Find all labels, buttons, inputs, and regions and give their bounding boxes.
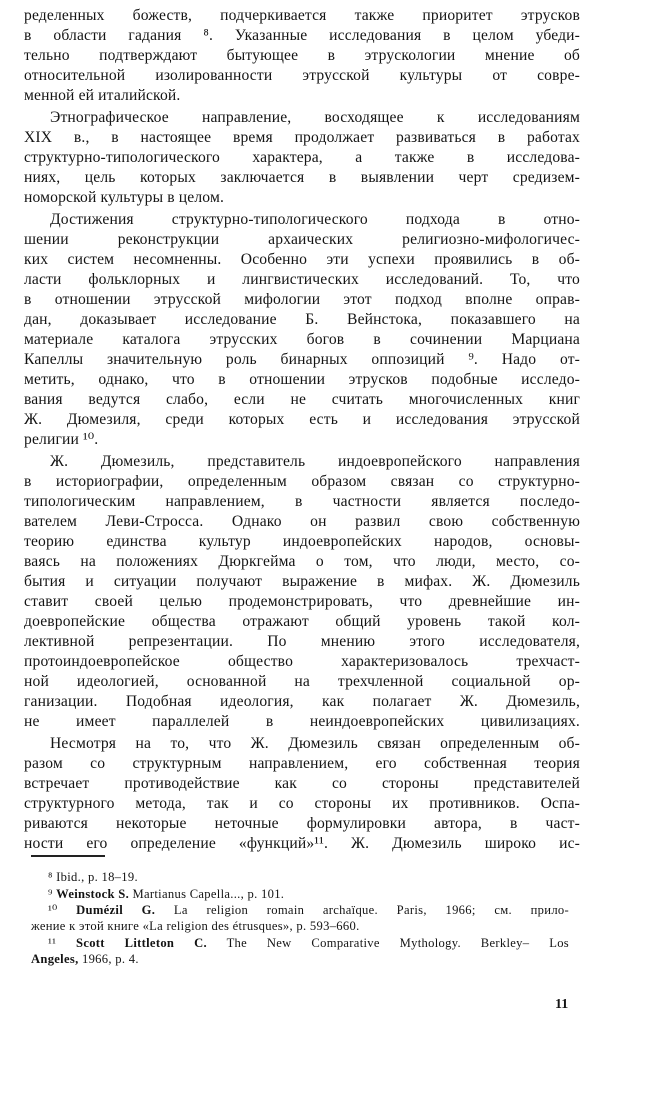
body-line: ности его определение «функций»¹¹. Ж. Дюмезиль широко ис- — [24, 835, 580, 852]
body-line: шении реконструкции архаических религиозно-мифологичес- — [24, 231, 580, 248]
body-line: лективной репрезентации. По мнению этого исследователя, — [24, 633, 580, 650]
body-line: Несмотря на то, что Ж. Дюмезиль связан определенным об- — [50, 735, 580, 752]
body-line: Достижения структурно-типологического подхода в отно- — [50, 211, 580, 228]
footnote-text: La religion romain archaïque. Paris, 1966; см. прило- — [173, 903, 569, 917]
body-line: разом со структурным направлением, его собственная теория — [24, 755, 580, 772]
footnote-author: Weinstock S. — [56, 887, 130, 901]
body-line: ределенных божеств, подчеркивается также приоритет этрусков — [24, 7, 580, 24]
footnote-number: ¹⁰ — [48, 903, 58, 917]
body-line: Ж. Дюмезиль, представитель индоевропейского направления — [50, 453, 580, 470]
footnote-10-continued — [31, 918, 360, 934]
body-line: материале каталога этрусских богов в сочинении Марциана — [24, 331, 580, 348]
body-line: бытия и ситуации получают выражение в мифах. Ж. Дюмезиль — [24, 573, 580, 590]
body-line: типологическим направлением, в частности является последо- — [24, 493, 580, 510]
body-line: вателем Леви-Строcса. Однако он развил свою собственную — [24, 513, 580, 530]
body-line: Ж. Дюмезиля, среди которых есть и исследования этрусской — [24, 411, 580, 428]
body-line: вания ведутся слабо, если не считать многочисленных книг — [24, 391, 580, 408]
footnote-rule — [31, 855, 105, 857]
body-line: протоиндоевропейское общество характеризовалось трехчаст- — [24, 653, 580, 670]
body-line: структурного метода, так и со стороны их противников. Оспа- — [24, 795, 580, 812]
body-line: ной идеологией, основанной на трехчленной социальной ор- — [24, 673, 580, 690]
body-line: в области гадания ⁸. Указанные исследования в целом убеди- — [24, 27, 580, 44]
body-line: XIX в., в настоящее время продолжает развиваться в работах — [24, 129, 580, 146]
body-line: менной ей италийской. — [24, 87, 181, 104]
footnote-8 — [48, 869, 138, 885]
footnote-text: жение к этой книге «La religion des étrusques», p. 593–660. — [31, 919, 360, 933]
body-line: ставит своей целью продемонстрировать, что древнейшие ин- — [24, 593, 580, 610]
body-line: Капеллы значительную роль бинарных оппозиций ⁹. Надо от- — [24, 351, 580, 368]
body-line: метить, однако, что в отношении этрусков подобные исследо- — [24, 371, 580, 388]
body-line: ваясь на положениях Дюркгейма о том, что люди, место, со- — [24, 553, 580, 570]
footnote-11-continued — [31, 951, 139, 967]
body-line: риваются некоторые неточные формулировки автора, в част- — [24, 815, 580, 832]
footnote-text: Ibid., p. 18–19. — [56, 870, 138, 884]
footnote-number: ¹¹ — [48, 936, 57, 950]
footnote-number: ⁸ — [48, 870, 53, 884]
footnote-author: Scott Littleton C. — [76, 936, 207, 950]
body-line: теорию единства культур индоевропейских народов, основы- — [24, 533, 580, 550]
body-line: не имеет параллелей в неиндоевропейских цивилизациях. — [24, 713, 580, 730]
body-line: ниях, цель которых заключается в выявлении черт средизем- — [24, 169, 580, 186]
footnote-text: 1966, p. 4. — [81, 952, 139, 966]
footnote-text: Martianus Capella..., p. 101. — [132, 887, 285, 901]
footnote-9 — [48, 886, 284, 902]
body-line: дан, доказывает исследование Б. Вейнстока, показавшего на — [24, 311, 580, 328]
body-line: ких систем несомненны. Особенно эти успехи проявились в об- — [24, 251, 580, 268]
body-line: тельно подтверждают бытующее в этрускологии мнение об — [24, 47, 580, 64]
body-line: структурно-типологического характера, а также в исследова- — [24, 149, 580, 166]
body-line: в историографии, определенным образом связан со структурно- — [24, 473, 580, 490]
body-line: встречает противодействие как со стороны представителей — [24, 775, 580, 792]
body-line: доевропейские общества отражают общий уровень такой кол- — [24, 613, 580, 630]
footnote-text: The New Comparative Mythology. Berkley– Los — [226, 936, 569, 950]
body-line: ганизации. Подобная идеология, как полагает Ж. Дюмезиль, — [24, 693, 580, 710]
page-number: 11 — [555, 997, 569, 1012]
body-line: номорской культуры в целом. — [24, 189, 225, 206]
footnote-10 — [48, 902, 569, 918]
body-line: ласти фольклорных и лингвистических исследований. То, что — [24, 271, 580, 288]
body-line: Этнографическое направление, восходящее к исследованиям — [50, 109, 580, 126]
footnote-text-bold: Angeles, — [31, 952, 79, 966]
footnote-author: Dumézil G. — [76, 903, 156, 917]
body-line: религии ¹⁰. — [24, 431, 99, 448]
body-line: в отношении этрусской мифологии этот подход вполне оправ- — [24, 291, 580, 308]
body-line: относительной изолированности этрусской культуры от совре- — [24, 67, 580, 84]
footnote-11 — [48, 935, 569, 951]
footnote-number: ⁹ — [48, 887, 53, 901]
